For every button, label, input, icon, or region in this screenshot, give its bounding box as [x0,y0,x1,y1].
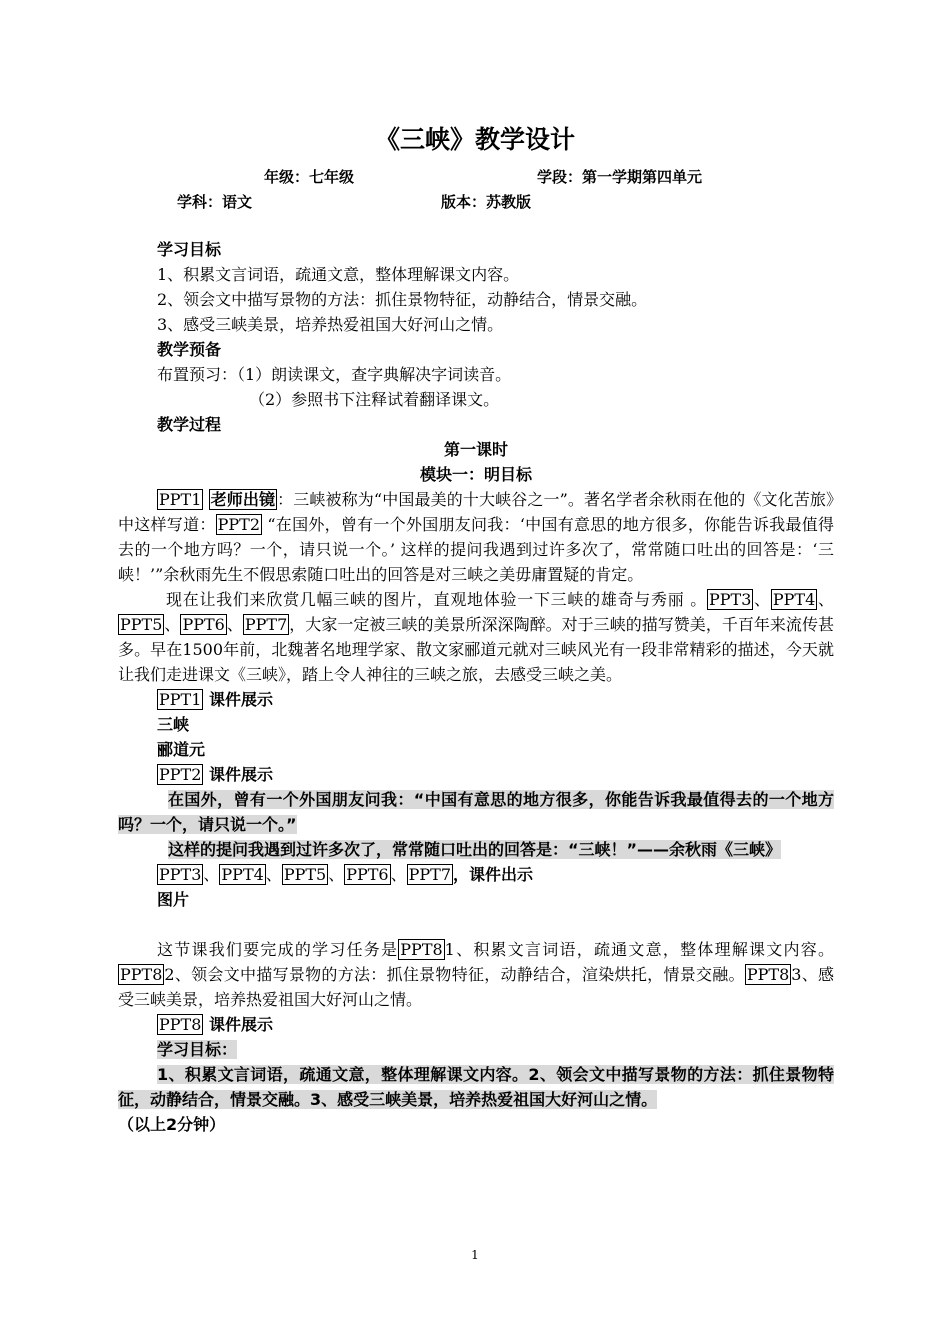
ppt-label: PPT2 [217,515,260,534]
ppt-label: PPT1 [159,690,202,709]
slide-text: 图片 [157,890,190,909]
goal-item: 2、领会文中描写景物的方法：抓住景物特征，动静结合，情景交融。 [157,290,648,309]
ppt-label: PPT5 [120,615,163,634]
module-heading: 模块一：明目标 [419,465,532,484]
process-heading: 教学过程 [157,415,222,434]
ppt-label: PPT6 [346,865,389,884]
slide-caption: PPT3 、 PPT4 、 PPT5 、 PPT6 、 PPT7 ，课件出示 [159,865,534,884]
ppt-label: PPT2 [159,765,202,784]
slide-heading: 学习目标： [157,1040,238,1059]
slide-caption: PPT1 课件展示 [159,690,273,709]
ppt-label: PPT7 [408,865,452,884]
prep-heading: 教学预备 [157,340,222,359]
slide-caption: PPT8 课件展示 [159,1015,273,1034]
slide-quote: 在国外，曾有一个外国朋友问我：“中国有意思的地方很多，你能告诉我最值得去的一个地方吗？一个，请只说一个。” [118,790,834,834]
goals-heading: 学习目标 [157,240,222,259]
subject-label: 学科：语文 [177,193,253,211]
ppt-label: PPT8 [746,965,790,984]
grade-label: 年级：七年级 [264,168,355,186]
ppt-label: PPT8 [120,965,163,984]
ppt-label: PPT5 [283,865,327,884]
task-paragraph: 这节课我们要完成的学习任务是 PPT8 1、积累文言词语，疏通文意，整体理解课文内容。PPT8 2、领会文中描写景物的方法：抓住景物特征，动静结合，渲染烘托，情景交融。 PPT8 3、感受三峡美景，培养热爱祖国大好河山之情。 [118,940,835,1009]
ppt-label: PPT3 [159,865,202,884]
ppt-label: PPT8 [159,1015,202,1034]
slide-text: 郦道元 [157,740,206,759]
intro-paragraph: 现在让我们来欣赏几幅三峡的图片，直观地体验一下三峡的雄奇与秀丽 。 PPT3 、 PPT4 、PPT5 、 PPT6 、 PPT7 ，大家一定被三峡的美景所深深陶醉。对于三峡的描写赞美，千百年来流传甚多。早在1500年前，北魏著名地理学家、散文家郦道元就对三峡风光有一段非常精彩的描述，今天就让我们走进课文《三峡》，踏上令人神往的三峡之旅，去感受三峡之美。 [118,590,834,684]
edition-label: 版本：苏教版 [441,193,532,211]
stage-label: 学段：第一学期第四单元 [537,168,703,186]
prep-line: 布置预习：（1）朗读课文，查字典解决字词读音。 [157,365,512,384]
goal-item: 1、积累文言词语，疏通文意，整体理解课文内容。 [157,265,520,284]
ppt-label: PPT3 [709,590,752,609]
slide-text: 三峡 [157,715,190,734]
ppt-label: PPT7 [244,615,288,634]
ppt-label: PPT4 [772,590,816,609]
slide-quote: 这样的提问我遇到过许多次了，常常随口吐出的回答是：“三峡！”——余秋雨《三峡》 [168,840,782,859]
intro-paragraph: PPT1 老师出镜 ：三峡被称为“中国最美的十大峡谷之一”。著名学者余秋雨在他的《文化苦旅》中这样写道： PPT2 “在国外，曾有一个外国朋友问我：‘中国有意思的地方很多，你能告诉我最值得去的一个地方吗？一个，请只说一个。’ 这样的提问我遇到过许多次了，常常随口吐出的回答是：‘三峡！’”余秋雨先生不假思索随口吐出的回答是对三峡之美毋庸置疑的肯定。 [118,490,834,584]
slide-caption: PPT2 课件展示 [159,765,273,784]
teacher-label: 老师出镜 [210,490,276,509]
time-note: （以上2分钟） [118,1115,226,1134]
prep-line: （2）参照书下注释试着翻译课文。 [249,390,500,409]
document-title: 《三峡》教学设计 [374,125,575,154]
lesson-heading: 第一课时 [443,440,508,459]
ppt-label: PPT1 [159,490,202,509]
ppt-label: PPT8 [400,940,443,959]
ppt-label: PPT4 [221,865,264,884]
document-body [118,237,834,1137]
goal-item: 3、感受三峡美景，培养热爱祖国大好河山之情。 [157,315,504,334]
page-number: 1 [471,1248,479,1262]
slide-goals: 1、积累文言词语，疏通文意，整体理解课文内容。2、领会文中描写景物的方法：抓住景物特征，动静结合，情景交融。3、感受三峡美景，培养热爱祖国大好河山之情。 [118,1065,834,1109]
ppt-label: PPT6 [182,615,225,634]
